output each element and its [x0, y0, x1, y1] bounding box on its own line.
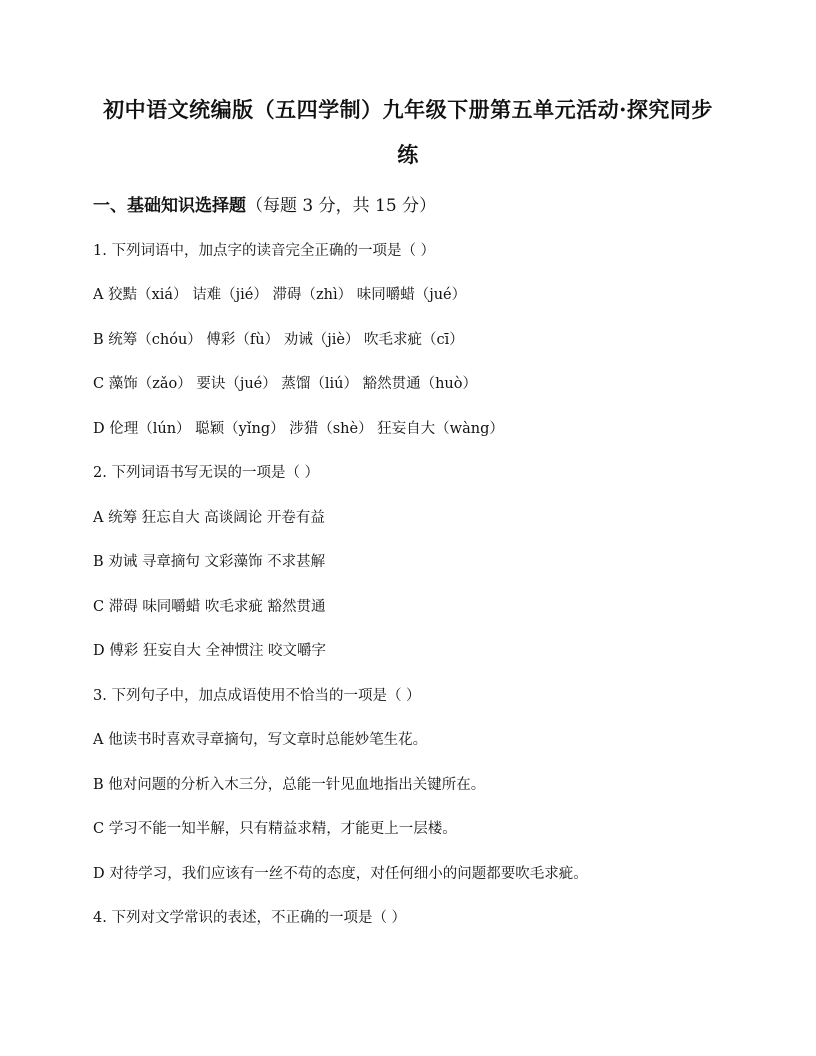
question-2-option-b: B 劝诫 寻章摘句 文彩藻饰 不求甚解 — [93, 554, 326, 570]
question-2-option-c: C 滞碍 味同嚼蜡 吹毛求疵 豁然贯通 — [93, 599, 326, 615]
section-heading — [93, 191, 436, 216]
question-1-option-c: C 藻饰（zǎo） 要诀（jué） 蒸馏（liú） 豁然贯通（huò） — [93, 376, 477, 392]
document-title-line-2: 练 — [397, 142, 419, 167]
question-1-option-d: D 伦理（lún） 聪颖（yǐng） 涉猎（shè） 狂妄自大（wàng） — [93, 421, 504, 437]
question-1-stem: 1. 下列词语中，加点字的读音完全正确的一项是（ ） — [93, 243, 436, 259]
question-3-option-b: B 他对问题的分析入木三分，总能一针见血地指出关键所在。 — [93, 777, 486, 793]
question-3-stem: 3. 下列句子中，加点成语使用不恰当的一项是（ ） — [93, 688, 421, 704]
question-3-option-a: A 他读书时喜欢寻章摘句，写文章时总能妙笔生花。 — [93, 732, 428, 748]
question-2-option-d: D 傅彩 狂妄自大 全神惯注 咬文嚼字 — [93, 643, 327, 659]
question-1-option-a: A 狡黠（xiá） 诘难（jié） 滞碍（zhì） 味同嚼蜡（jué） — [93, 287, 467, 303]
section-score-note: （每题 3 分，共 15 分） — [246, 196, 437, 216]
question-2-option-a: A 统筹 狂忘自大 高谈阔论 开卷有益 — [93, 510, 325, 526]
document-title-line-1: 初中语文统编版（五四学制）九年级下册第五单元活动·探究同步 — [103, 97, 713, 122]
question-2-stem: 2. 下列词语书写无误的一项是（ ） — [93, 465, 320, 481]
question-4-stem: 4. 下列对文学常识的表述，不正确的一项是（ ） — [93, 910, 407, 926]
section-heading-text: 一、基础知识选择题 — [93, 196, 246, 216]
question-3-option-c: C 学习不能一知半解，只有精益求精，才能更上一层楼。 — [93, 821, 457, 837]
question-3-option-d: D 对待学习，我们应该有一丝不苟的态度，对任何细小的问题都要吹毛求疵。 — [93, 866, 588, 882]
question-1-option-b: B 统筹（chóu） 傅彩（fù） 劝诫（jiè） 吹毛求疵（cī） — [93, 332, 464, 348]
